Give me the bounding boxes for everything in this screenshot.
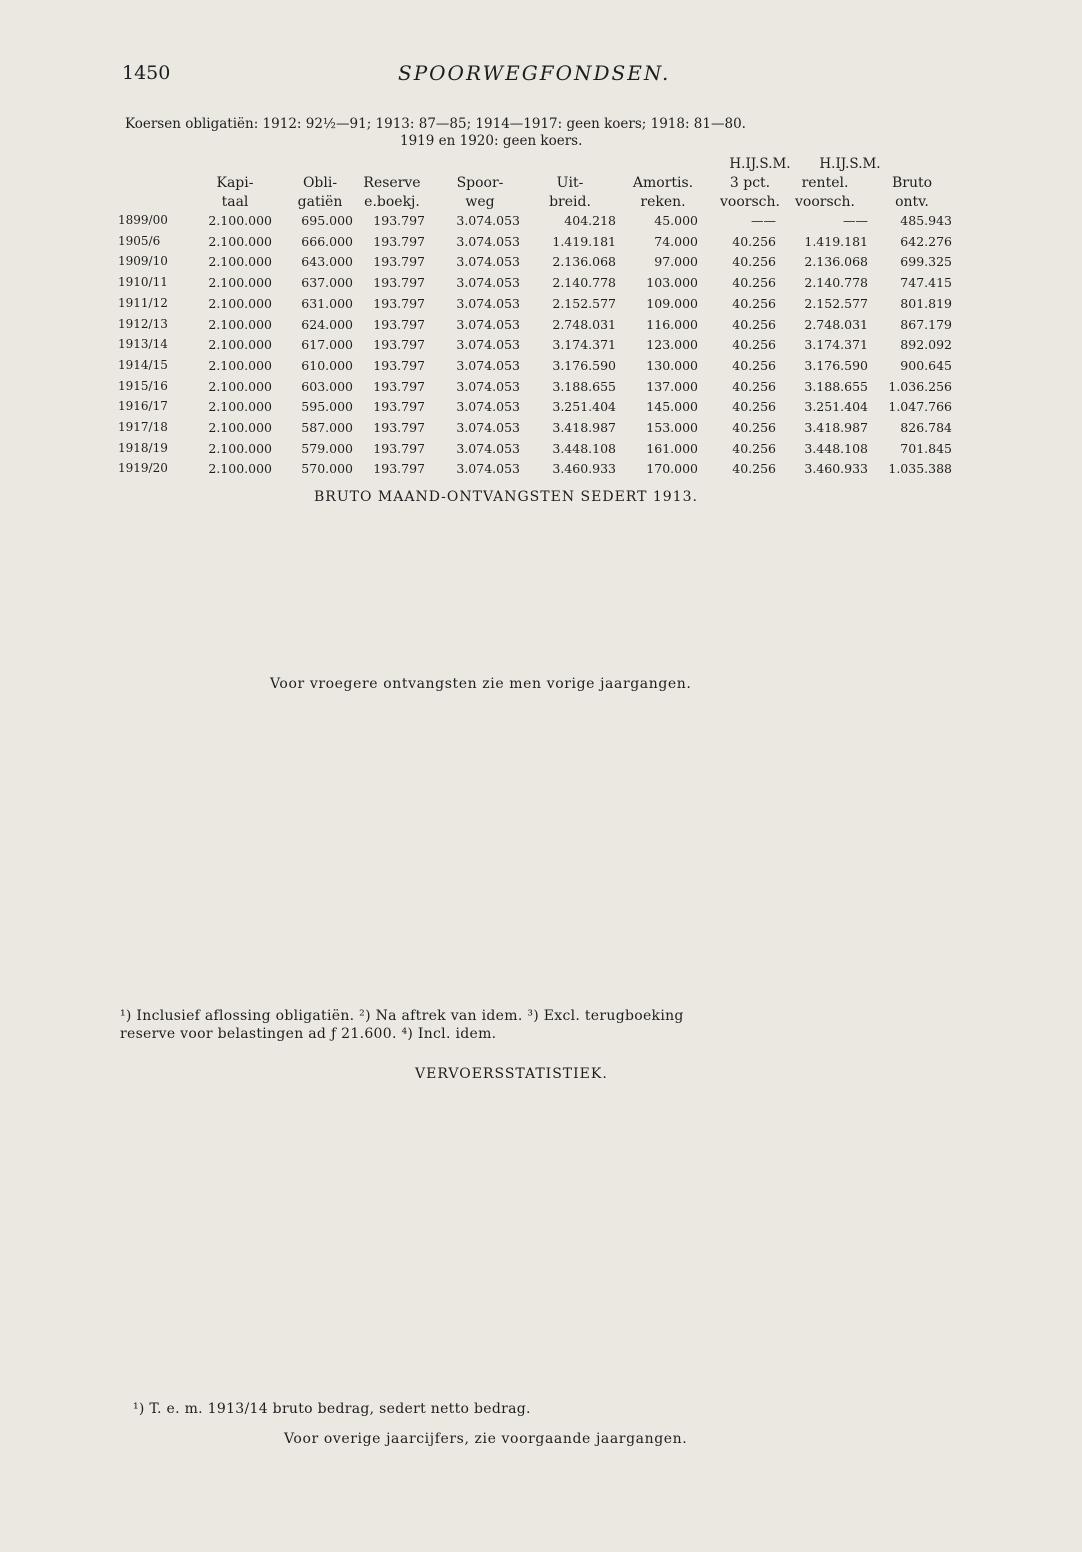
capital-cell-5-5: 2.748.031 — [552, 316, 616, 332]
capital-cell-12-1: 2.100.000 — [208, 461, 272, 477]
capital-cell-1-9: 642.276 — [900, 233, 952, 249]
capital-cell-9-4: 3.074.053 — [456, 399, 520, 415]
capital-cell-2-0: 1909/10 — [118, 254, 168, 269]
monthly-title: BRUTO MAAND-ONTVANGSTEN SEDERT 1913. — [314, 489, 698, 505]
capital-cell-8-0: 1915/16 — [118, 378, 168, 393]
capital-cell-10-5: 3.418.987 — [552, 420, 616, 435]
capital-cell-3-4: 3.074.053 — [456, 275, 520, 291]
capital-cell-1-0: 1905/6 — [118, 233, 161, 248]
capital-cell-11-8: 3.448.108 — [804, 440, 868, 456]
capital-cell-0-4: 3.074.053 — [456, 213, 520, 228]
capital-header-4-0: Spoor- — [456, 175, 504, 191]
capital-cell-4-7: 40.256 — [732, 295, 776, 311]
capital-cell-4-2: 631.000 — [301, 295, 353, 311]
capital-cell-10-4: 3.074.053 — [456, 420, 520, 435]
capital-cell-5-9: 867.179 — [900, 316, 952, 332]
capital-cell-4-4: 3.074.053 — [456, 295, 520, 311]
capital-cell-5-2: 624.000 — [301, 316, 353, 332]
capital-cell-7-8: 3.176.590 — [804, 357, 868, 373]
capital-header-6-0: Amortis. — [632, 175, 694, 191]
traffic-title: VERVOERSSTATISTIEK. — [415, 1066, 608, 1082]
capital-header-1-0: Kapi- — [216, 175, 254, 191]
page-number: 1450 — [122, 62, 171, 84]
capital-cell-1-4: 3.074.053 — [456, 233, 520, 249]
capital-cell-0-6: 45.000 — [654, 213, 698, 228]
capital-cell-0-2: 695.000 — [301, 213, 353, 228]
capital-cell-12-2: 570.000 — [301, 461, 353, 477]
capital-cell-2-2: 643.000 — [301, 254, 353, 270]
capital-cell-7-4: 3.074.053 — [456, 357, 520, 373]
capital-cell-12-6: 170.000 — [646, 461, 698, 477]
capital-cell-7-0: 1914/15 — [118, 357, 168, 372]
capital-cell-4-9: 801.819 — [900, 295, 952, 311]
capital-header-8-0: rentel. — [801, 175, 849, 191]
capital-cell-11-7: 40.256 — [732, 440, 776, 456]
capital-cell-9-8: 3.251.404 — [804, 399, 868, 415]
capital-header-2-1: gatiën — [297, 194, 343, 210]
capital-cell-10-6: 153.000 — [646, 420, 698, 435]
capital-cell-11-9: 701.845 — [900, 440, 952, 456]
capital-cell-5-1: 2.100.000 — [208, 316, 272, 332]
capital-cell-2-6: 97.000 — [654, 254, 698, 270]
capital-cell-3-6: 103.000 — [646, 275, 698, 291]
capital-cell-9-1: 2.100.000 — [208, 399, 272, 415]
capital-group-header-1: H.IJ.S.M. — [819, 156, 881, 172]
capital-cell-6-6: 123.000 — [646, 337, 698, 353]
capital-cell-10-9: 826.784 — [900, 420, 952, 435]
capital-header-2-0: Obli- — [302, 175, 338, 191]
capital-cell-10-0: 1917/18 — [118, 420, 168, 434]
capital-cell-5-0: 1912/13 — [118, 316, 168, 331]
capital-cell-8-1: 2.100.000 — [208, 378, 272, 394]
traffic-footnote-1: ¹) T. e. m. 1913/14 bruto bedrag, sedert netto bedrag. — [133, 1401, 531, 1417]
capital-cell-8-2: 603.000 — [301, 378, 353, 394]
capital-cell-3-3: 193.797 — [373, 275, 425, 291]
capital-cell-9-0: 1916/17 — [118, 399, 168, 414]
capital-cell-6-7: 40.256 — [732, 337, 776, 353]
capital-header-4-1: weg — [465, 194, 495, 210]
capital-cell-7-3: 193.797 — [373, 357, 425, 373]
capital-header-1-1: taal — [221, 194, 249, 210]
capital-cell-10-1: 2.100.000 — [208, 420, 272, 435]
capital-header-3-0: Reserve — [363, 175, 421, 191]
capital-cell-4-3: 193.797 — [373, 295, 425, 311]
capital-cell-7-9: 900.645 — [900, 357, 952, 373]
capital-cell-0-0: 1899/00 — [118, 213, 168, 227]
capital-cell-11-3: 193.797 — [373, 440, 425, 456]
capital-cell-9-9: 1.047.766 — [888, 399, 952, 415]
capital-cell-10-2: 587.000 — [301, 420, 353, 435]
capital-cell-8-4: 3.074.053 — [456, 378, 520, 394]
capital-cell-6-2: 617.000 — [301, 337, 353, 353]
capital-cell-12-8: 3.460.933 — [804, 461, 868, 477]
capital-cell-10-7: 40.256 — [732, 420, 776, 435]
capital-cell-6-4: 3.074.053 — [456, 337, 520, 353]
capital-cell-5-6: 116.000 — [646, 316, 698, 332]
capital-cell-3-7: 40.256 — [732, 275, 776, 291]
capital-cell-9-7: 40.256 — [732, 399, 776, 415]
capital-cell-1-3: 193.797 — [373, 233, 425, 249]
capital-cell-12-3: 193.797 — [373, 461, 425, 477]
capital-cell-9-3: 193.797 — [373, 399, 425, 415]
capital-cell-11-2: 579.000 — [301, 440, 353, 456]
capital-header-7-0: 3 pct. — [729, 175, 771, 191]
capital-cell-3-9: 747.415 — [900, 275, 952, 291]
capital-cell-6-0: 1913/14 — [118, 337, 168, 352]
capital-cell-11-0: 1918/19 — [118, 440, 168, 455]
capital-cell-4-6: 109.000 — [646, 295, 698, 311]
capital-cell-8-6: 137.000 — [646, 378, 698, 394]
capital-cell-0-5: 404.218 — [564, 213, 616, 228]
capital-cell-6-3: 193.797 — [373, 337, 425, 353]
capital-cell-3-2: 637.000 — [301, 275, 353, 291]
capital-cell-3-5: 2.140.778 — [552, 275, 616, 291]
capital-cell-2-3: 193.797 — [373, 254, 425, 270]
capital-cell-2-5: 2.136.068 — [552, 254, 616, 270]
capital-cell-5-4: 3.074.053 — [456, 316, 520, 332]
page-title: SPOORWEGFONDSEN. — [398, 61, 671, 85]
capital-cell-9-2: 595.000 — [301, 399, 353, 415]
traffic-footnote-2: Voor overige jaarcijfers, zie voorgaande jaargangen. — [284, 1431, 688, 1447]
capital-cell-6-9: 892.092 — [900, 337, 952, 353]
capital-cell-2-4: 3.074.053 — [456, 254, 520, 270]
capital-cell-4-5: 2.152.577 — [552, 295, 616, 311]
capital-header-5-1: breid. — [549, 194, 591, 210]
capital-cell-1-6: 74.000 — [654, 233, 698, 249]
capital-cell-3-8: 2.140.778 — [804, 275, 868, 291]
capital-cell-3-0: 1910/11 — [118, 275, 168, 290]
capital-cell-7-1: 2.100.000 — [208, 357, 272, 373]
capital-cell-12-0: 1919/20 — [118, 461, 168, 476]
capital-cell-11-6: 161.000 — [646, 440, 698, 456]
capital-cell-7-2: 610.000 — [301, 357, 353, 373]
capital-cell-7-6: 130.000 — [646, 357, 698, 373]
capital-cell-2-8: 2.136.068 — [804, 254, 868, 270]
capital-cell-0-8: —— — [843, 213, 868, 228]
capital-cell-5-7: 40.256 — [732, 316, 776, 332]
capital-cell-5-3: 193.797 — [373, 316, 425, 332]
capital-cell-0-9: 485.943 — [900, 213, 952, 228]
capital-cell-6-5: 3.174.371 — [552, 337, 616, 353]
capital-cell-12-7: 40.256 — [732, 461, 776, 477]
capital-cell-11-4: 3.074.053 — [456, 440, 520, 456]
quotes-line-1: Koersen obligatiën: 1912: 92½—91; 1913: 87—85; 1914—1917: geen koers; 1918: 81—80. — [125, 116, 746, 132]
capital-cell-4-8: 2.152.577 — [804, 295, 868, 311]
capital-cell-6-8: 3.174.371 — [804, 337, 868, 353]
capital-header-8-1: voorsch. — [795, 194, 855, 210]
capital-header-3-1: e.boekj. — [364, 194, 420, 210]
results-footnote-1: ¹) Inclusief aflossing obligatiën. ²) Na aftrek van idem. ³) Excl. terugboeking — [120, 1008, 684, 1024]
monthly-footnote: Voor vroegere ontvangsten zie men vorige jaargangen. — [270, 676, 692, 692]
capital-cell-12-5: 3.460.933 — [552, 461, 616, 477]
capital-cell-8-8: 3.188.655 — [804, 378, 868, 394]
capital-cell-10-3: 193.797 — [373, 420, 425, 435]
capital-cell-11-1: 2.100.000 — [208, 440, 272, 456]
capital-cell-11-5: 3.448.108 — [552, 440, 616, 456]
capital-cell-8-3: 193.797 — [373, 378, 425, 394]
capital-header-9-1: ontv. — [895, 194, 929, 210]
capital-cell-8-9: 1.036.256 — [888, 378, 952, 394]
capital-header-9-0: Bruto — [891, 175, 933, 191]
capital-cell-10-8: 3.418.987 — [804, 420, 868, 435]
capital-cell-2-1: 2.100.000 — [208, 254, 272, 270]
capital-cell-2-9: 699.325 — [900, 254, 952, 270]
capital-header-6-1: reken. — [640, 194, 686, 210]
capital-cell-9-5: 3.251.404 — [552, 399, 616, 415]
quotes-line-2: 1919 en 1920: geen koers. — [400, 133, 583, 149]
capital-cell-8-7: 40.256 — [732, 378, 776, 394]
capital-cell-0-3: 193.797 — [373, 213, 425, 228]
capital-cell-5-8: 2.748.031 — [804, 316, 868, 332]
capital-cell-4-0: 1911/12 — [118, 295, 168, 310]
capital-cell-6-1: 2.100.000 — [208, 337, 272, 353]
capital-cell-8-5: 3.188.655 — [552, 378, 616, 394]
capital-cell-0-7: —— — [751, 213, 776, 228]
capital-header-7-1: voorsch. — [720, 194, 780, 210]
capital-cell-1-5: 1.419.181 — [552, 233, 616, 249]
capital-cell-9-6: 145.000 — [646, 399, 698, 415]
capital-cell-1-1: 2.100.000 — [208, 233, 272, 249]
capital-cell-1-8: 1.419.181 — [804, 233, 868, 249]
capital-cell-0-1: 2.100.000 — [208, 213, 272, 228]
capital-cell-2-7: 40.256 — [732, 254, 776, 270]
capital-group-header-0: H.IJ.S.M. — [729, 156, 791, 172]
capital-cell-7-7: 40.256 — [732, 357, 776, 373]
capital-cell-7-5: 3.176.590 — [552, 357, 616, 373]
capital-cell-3-1: 2.100.000 — [208, 275, 272, 291]
capital-cell-4-1: 2.100.000 — [208, 295, 272, 311]
results-footnote-2: reserve voor belastingen ad ƒ 21.600. ⁴) Incl. idem. — [120, 1026, 497, 1042]
capital-cell-12-9: 1.035.388 — [888, 461, 952, 477]
capital-cell-12-4: 3.074.053 — [456, 461, 520, 477]
capital-cell-1-2: 666.000 — [301, 233, 353, 249]
capital-cell-1-7: 40.256 — [732, 233, 776, 249]
capital-header-5-0: Uit- — [556, 175, 584, 191]
